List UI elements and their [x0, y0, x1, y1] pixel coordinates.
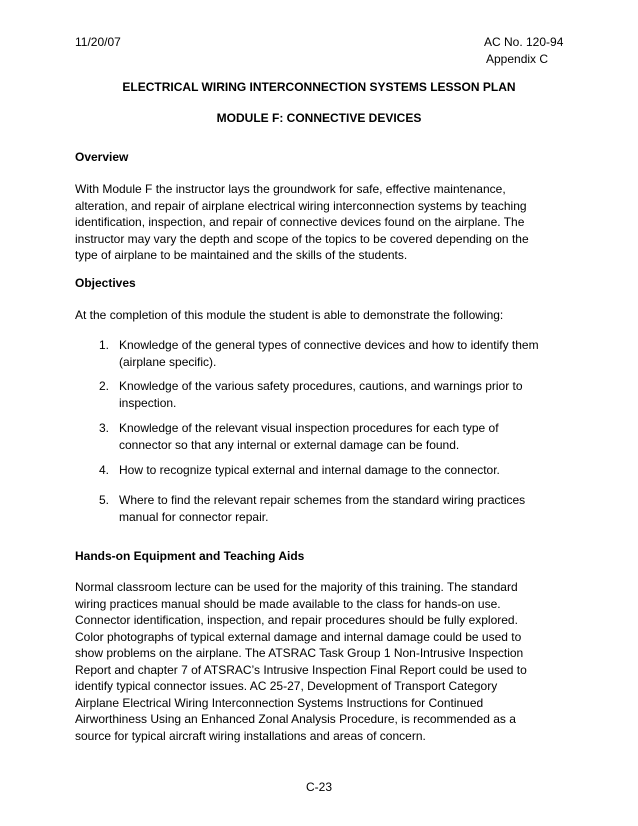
list-item-text: [119, 492, 569, 525]
overview-heading: Overview: [75, 150, 129, 164]
module-title: MODULE F: CONNECTIVE DEVICES: [216, 111, 422, 125]
list-item-line: Where to find the relevant repair schemes from the standard wiring practices: [119, 493, 526, 507]
hands-on-paragraph: [75, 579, 565, 744]
overview-paragraph: [75, 181, 565, 264]
header-date: 11/20/07: [75, 35, 121, 49]
objectives-intro: At the completion of this module the student is able to demonstrate the following:: [75, 308, 504, 322]
hands-on-line: Report and chapter 7 of ATSRAC’s Intrusive Inspection Final Report could be used to: [75, 662, 527, 677]
list-item-number: 2.: [99, 379, 110, 393]
hands-on-line: Airplane Electrical Wiring Interconnection Systems Instructions for Continued: [75, 695, 484, 710]
list-item-text: [119, 337, 569, 370]
hands-on-line: wiring practices manual should be made available to the class for hands-on use.: [75, 596, 501, 611]
list-item-number: 1.: [99, 338, 110, 352]
list-item-text: [119, 462, 569, 479]
hands-on-line: source for typical aircraft wiring installations and areas of concern.: [75, 728, 426, 743]
overview-line: With Module F the instructor lays the groundwork for safe, effective maintenance,: [75, 182, 506, 196]
overview-line: identification, inspection, and repair of connective devices found on the airplane. The: [75, 215, 525, 229]
list-item-number: 3.: [99, 421, 110, 435]
overview-line: alteration, and repair of airplane electrical wiring interconnection systems by teaching: [75, 198, 527, 213]
hands-on-line: identify typical connector issues. AC 25-27, Development of Transport Category: [75, 679, 498, 693]
page-number: C-23: [305, 780, 332, 794]
header-appendix: Appendix C: [486, 51, 549, 66]
header-ac-number: AC No. 120-94: [484, 35, 564, 49]
list-item-number: 5.: [99, 493, 110, 507]
list-item-line: inspection.: [119, 395, 177, 410]
hands-on-line: Normal classroom lecture can be used for the majority of this training. The standard: [75, 580, 518, 594]
overview-line: type of airplane to be maintained and the skills of the students.: [75, 248, 408, 262]
list-item-line: Knowledge of the general types of connective devices and how to identify them: [119, 338, 539, 352]
hands-on-line: Connector identification, inspection, and repair procedures should be fully explored.: [75, 613, 518, 627]
list-item-line: connector so that any internal or external damage can be found.: [119, 437, 460, 452]
document-title: ELECTRICAL WIRING INTERCONNECTION SYSTEMS LESSON PLAN: [122, 80, 516, 94]
hands-on-line: show problems on the airplane. The ATSRAC Task Group 1 Non-Intrusive Inspection: [75, 646, 524, 660]
objectives-heading: Objectives: [75, 276, 136, 290]
hands-on-line: Color photographs of typical external damage and internal damage could be used to: [75, 629, 522, 644]
header-ac-block: [484, 34, 563, 67]
hands-on-line: Airworthiness Using an Enhanced Zonal Analysis Procedure, is recommended as a: [75, 712, 516, 726]
hands-on-heading: Hands-on Equipment and Teaching Aids: [75, 549, 305, 563]
overview-line: instructor may vary the depth and scope of the topics to be covered depending on the: [75, 231, 529, 246]
list-item-number: 4.: [99, 463, 110, 477]
list-item-line: manual for connector repair.: [119, 509, 269, 524]
list-item-line: How to recognize typical external and internal damage to the connector.: [119, 463, 500, 477]
list-item-text: [119, 420, 569, 453]
list-item-line: Knowledge of the various safety procedures, cautions, and warnings prior to: [119, 379, 523, 393]
list-item-line: (airplane specific).: [119, 354, 217, 369]
list-item-line: Knowledge of the relevant visual inspection procedures for each type of: [119, 421, 499, 435]
list-item-text: [119, 378, 569, 411]
